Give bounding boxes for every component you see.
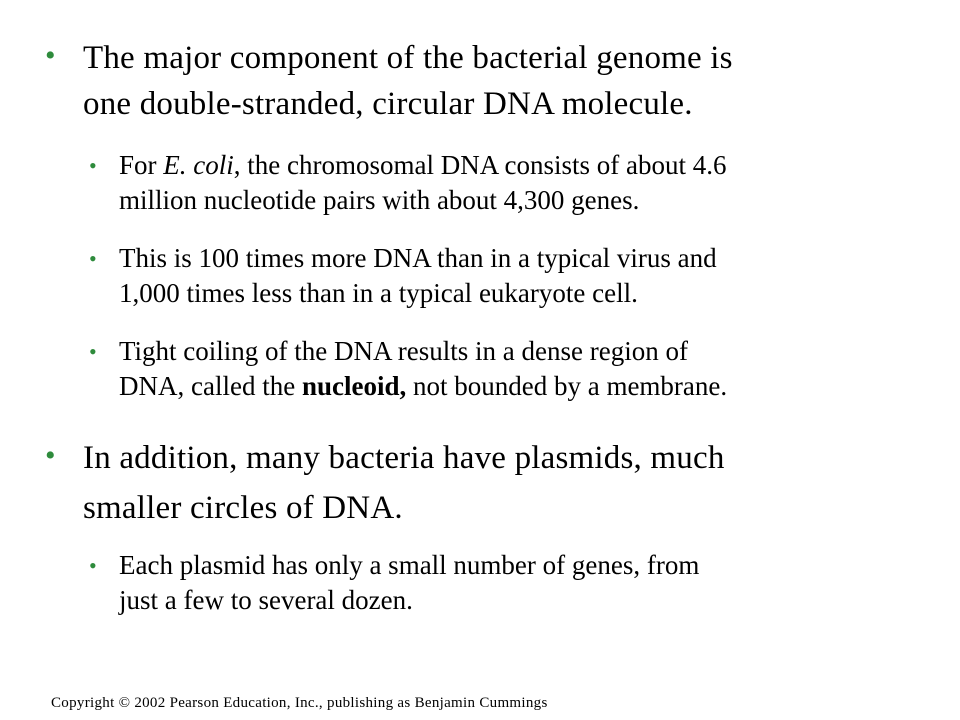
text-prefix: DNA, called the xyxy=(119,371,302,401)
bullet-icon: • xyxy=(89,339,97,364)
bullet-plasmids xyxy=(45,435,725,531)
bullet-plasmid-genes xyxy=(89,548,699,618)
bullet-text-line: This is 100 times more DNA than in a typical virus and xyxy=(119,243,717,273)
bullet-nucleoid xyxy=(89,334,727,404)
text-suffix: , the chromosomal DNA consists of about 4.6 xyxy=(233,150,727,180)
bullet-icon: • xyxy=(89,246,97,271)
bullet-dna-comparison xyxy=(89,241,717,311)
bullet-text xyxy=(119,148,726,218)
bullet-genome xyxy=(45,35,733,127)
bullet-text-line: In addition, many bacteria have plasmids, much xyxy=(83,440,725,476)
bullet-text-line: smaller circles of DNA. xyxy=(83,490,403,526)
bullet-text-line: just a few to several dozen. xyxy=(119,585,413,615)
bullet-text-line: Tight coiling of the DNA results in a dense region of xyxy=(119,336,688,366)
bullet-text xyxy=(119,334,727,404)
species-name: E. coli xyxy=(163,150,234,180)
bullet-icon: • xyxy=(45,439,56,472)
text-suffix: not bounded by a membrane. xyxy=(406,371,728,401)
copyright-footer: Copyright © 2002 Pearson Education, Inc., publishing as Benjamin Cummings xyxy=(51,695,548,711)
bullet-text-line: The major component of the bacterial genome is xyxy=(83,40,733,76)
bullet-text-line xyxy=(119,148,726,183)
bullet-icon: • xyxy=(89,553,97,578)
bullet-icon: • xyxy=(89,153,97,178)
term-nucleoid: nucleoid, xyxy=(301,371,407,401)
bullet-icon: • xyxy=(45,39,56,72)
bullet-text-line: 1,000 times less than in a typical eukaryote cell. xyxy=(119,278,638,308)
bullet-text-line: million nucleotide pairs with about 4,300 genes. xyxy=(119,185,640,215)
bullet-text xyxy=(119,548,699,618)
bullet-text-line: one double-stranded, circular DNA molecule. xyxy=(83,86,693,122)
bullet-text-line: Each plasmid has only a small number of genes, from xyxy=(119,550,700,580)
text-prefix: For xyxy=(119,150,164,180)
bullet-text xyxy=(83,35,733,127)
bullet-ecoli xyxy=(89,148,726,218)
bullet-text xyxy=(119,241,717,311)
bullet-text-line xyxy=(119,369,727,404)
bullet-text xyxy=(83,435,725,531)
